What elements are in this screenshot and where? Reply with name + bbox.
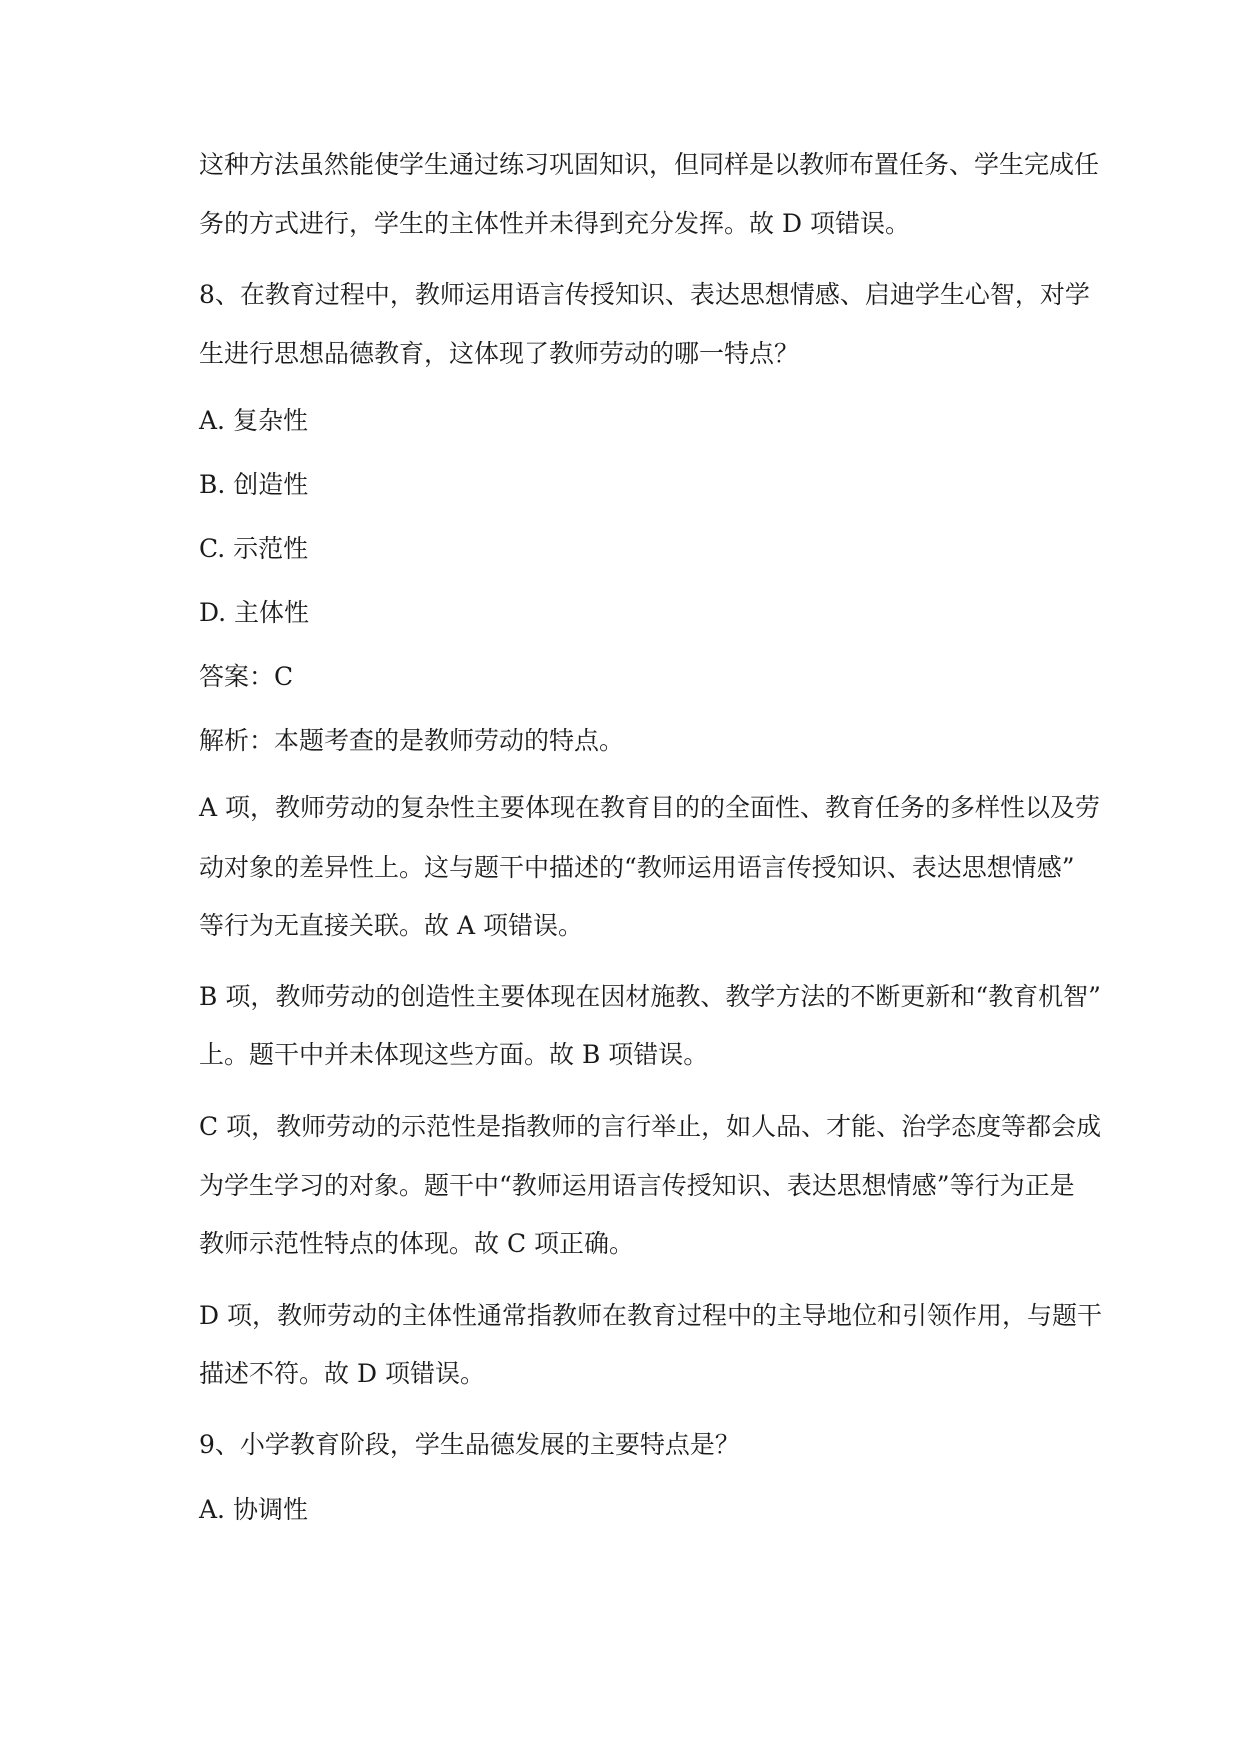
analysis-line: 教师示范性特点的体现。故 C 项正确。 — [199, 1229, 635, 1258]
analysis-line: B 项，教师劳动的创造性主要体现在因材施教、教学方法的不断更新和“教育机智” — [199, 982, 1101, 1011]
option-a: A. 协调性 — [199, 1495, 308, 1524]
analysis-heading: 解析：本题考查的是教师劳动的特点。 — [199, 726, 625, 755]
analysis-line: 为学生学习的对象。题干中“教师运用语言传授知识、表达思想情感”等行为正是 — [199, 1171, 1075, 1200]
analysis-line: 等行为无直接关联。故 A 项错误。 — [199, 911, 583, 940]
option-d: D. 主体性 — [199, 598, 310, 627]
answer-line: 答案：C — [199, 662, 294, 691]
paragraph-line: 这种方法虽然能使学生通过练习巩固知识，但同样是以教师布置任务、学生完成任 — [199, 150, 1100, 179]
analysis-line: D 项，教师劳动的主体性通常指教师在教育过程中的主导地位和引领作用，与题干 — [199, 1301, 1102, 1330]
paragraph-line: 务的方式进行，学生的主体性并未得到充分发挥。故 D 项错误。 — [199, 209, 910, 238]
analysis-line: C 项，教师劳动的示范性是指教师的言行举止，如人品、才能、治学态度等都会成 — [199, 1112, 1102, 1141]
option-b: B. 创造性 — [199, 470, 309, 499]
option-c: C. 示范性 — [199, 534, 309, 563]
analysis-line: A 项，教师劳动的复杂性主要体现在教育目的的全面性、教育任务的多样性以及劳 — [199, 793, 1101, 822]
option-a: A. 复杂性 — [199, 406, 308, 435]
question-8-line: 生进行思想品德教育，这体现了教师劳动的哪一特点？ — [199, 339, 800, 368]
analysis-line: 动对象的差异性上。这与题干中描述的“教师运用语言传授知识、表达思想情感” — [199, 853, 1075, 882]
analysis-line: 上。题干中并未体现这些方面。故 B 项错误。 — [199, 1040, 709, 1069]
question-8-line: 8、在教育过程中，教师运用语言传授知识、表达思想情感、启迪学生心智，对学 — [199, 280, 1090, 309]
analysis-line: 描述不符。故 D 项错误。 — [199, 1359, 485, 1388]
question-9-line: 9、小学教育阶段，学生品德发展的主要特点是？ — [199, 1430, 740, 1459]
